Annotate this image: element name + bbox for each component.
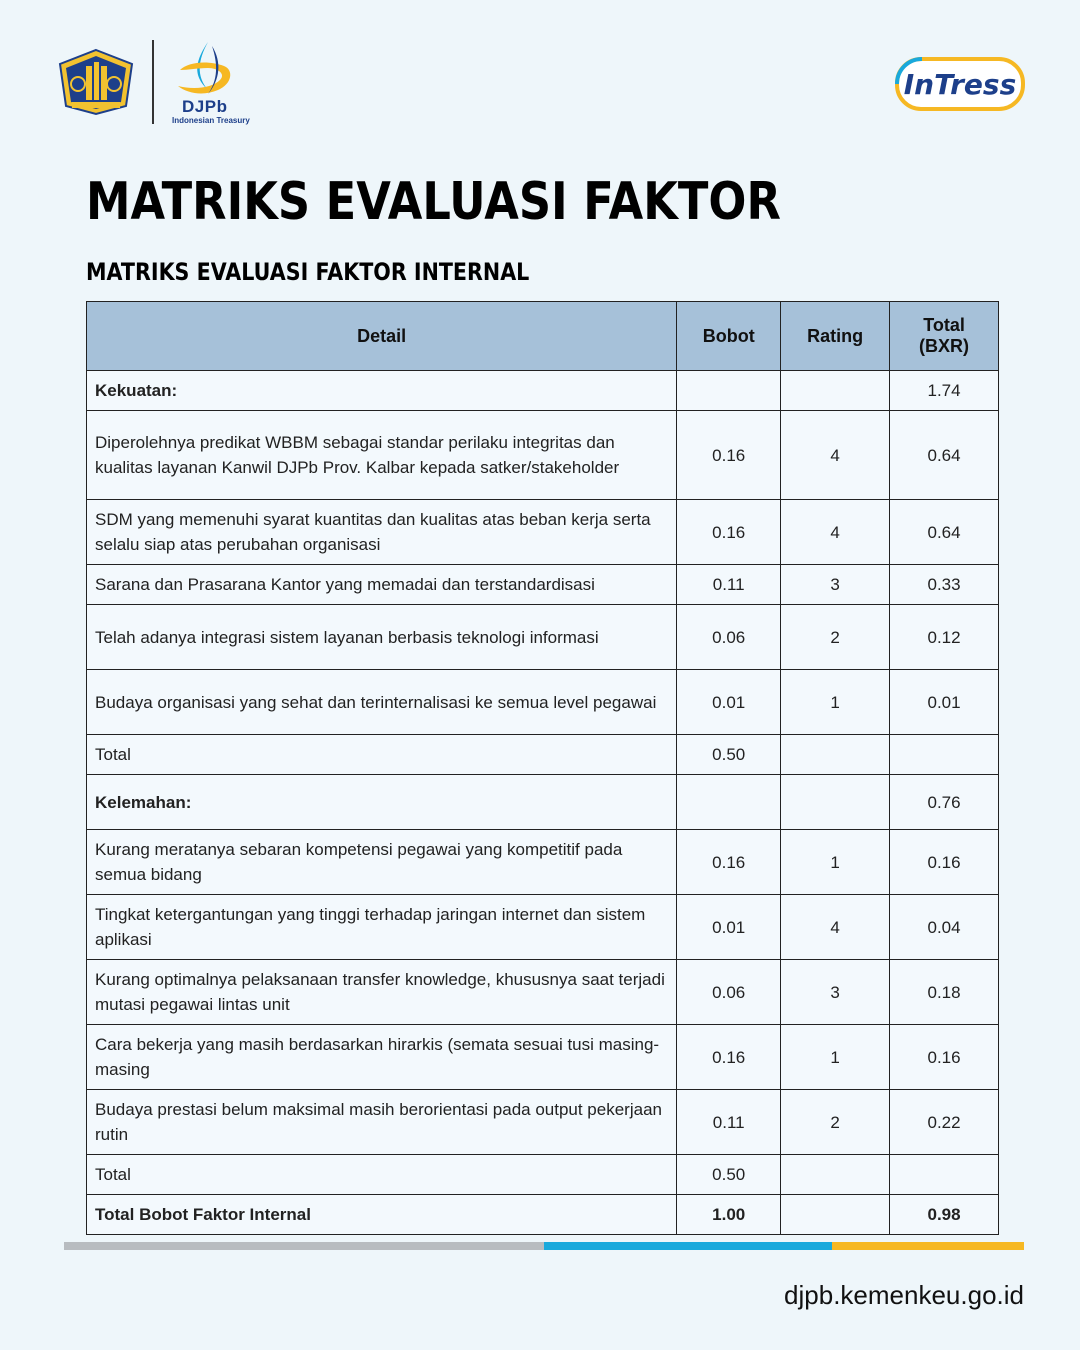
- header-total-line2: (BXR): [919, 336, 970, 356]
- cell-detail: Budaya prestasi belum maksimal masih berorientasi pada output pekerjaan rutin: [87, 1090, 677, 1155]
- cell-detail: SDM yang memenuhi syarat kuantitas dan kualitas atas beban kerja serta selalu siap atas perubahan organisasi: [87, 500, 677, 565]
- cell-total: 0.64: [890, 411, 999, 500]
- cell-detail: Budaya organisasi yang sehat dan terinternalisasi ke semua level pegawai: [87, 670, 677, 735]
- cell-detail: Cara bekerja yang masih berdasarkan hirarkis (semata sesuai tusi masing-masing: [87, 1025, 677, 1090]
- table-row: [87, 830, 999, 895]
- evaluation-matrix-table: [86, 301, 999, 1235]
- cell-total: 0.04: [890, 895, 999, 960]
- table-row: [87, 960, 999, 1025]
- cell-total: 0.01: [890, 670, 999, 735]
- cell-detail: Kekuatan:: [87, 371, 677, 411]
- intress-logo-text: InTress: [903, 68, 1017, 101]
- footer-bar-yellow: [832, 1242, 1024, 1250]
- cell-detail: Total: [87, 1155, 677, 1195]
- table-row-kelemahan: [87, 775, 999, 830]
- cell-detail: Kelemahan:: [87, 775, 677, 830]
- cell-rating: 4: [781, 895, 890, 960]
- table-row: [87, 565, 999, 605]
- cell-rating: 3: [781, 565, 890, 605]
- cell-detail: Kurang optimalnya pelaksanaan transfer knowledge, khususnya saat terjadi mutasi pegawai lintas unit: [87, 960, 677, 1025]
- cell-bobot: 0.16: [677, 500, 781, 565]
- cell-bobot: 0.16: [677, 1025, 781, 1090]
- intress-logo-icon: [894, 56, 1026, 112]
- cell-bobot: 0.11: [677, 1090, 781, 1155]
- cell-detail: Diperolehnya predikat WBBM sebagai standar perilaku integritas dan kualitas layanan Kanwil DJPb Prov. Kalbar kepada satker/stakeholder: [87, 411, 677, 500]
- cell-rating: 4: [781, 411, 890, 500]
- cell-detail: Telah adanya integrasi sistem layanan berbasis teknologi informasi: [87, 605, 677, 670]
- table-header-row: [87, 302, 999, 371]
- header-detail: Detail: [87, 302, 677, 371]
- cell-rating: [781, 371, 890, 411]
- table-row: [87, 500, 999, 565]
- cell-bobot: 0.16: [677, 830, 781, 895]
- cell-bobot: 0.06: [677, 960, 781, 1025]
- cell-detail: Total Bobot Faktor Internal: [87, 1195, 677, 1235]
- cell-bobot: [677, 371, 781, 411]
- table-row: [87, 1090, 999, 1155]
- cell-rating: [781, 1195, 890, 1235]
- cell-bobot: 0.01: [677, 895, 781, 960]
- header-total-line1: Total: [923, 315, 965, 335]
- cell-bobot: [677, 775, 781, 830]
- table-row: [87, 895, 999, 960]
- cell-bobot: 0.11: [677, 565, 781, 605]
- cell-rating: [781, 775, 890, 830]
- table-row-subtotal: [87, 1155, 999, 1195]
- page-title: MATRIKS EVALUASI FAKTOR: [86, 172, 781, 232]
- cell-bobot: 0.06: [677, 605, 781, 670]
- cell-bobot: 0.16: [677, 411, 781, 500]
- cell-total: 0.16: [890, 1025, 999, 1090]
- djpb-logo-subtext: Indonesian Treasury: [172, 116, 250, 125]
- cell-rating: 1: [781, 1025, 890, 1090]
- cell-total: 0.22: [890, 1090, 999, 1155]
- table-row-kekuatan: [87, 371, 999, 411]
- djpb-logo-text: DJPb: [182, 97, 228, 116]
- cell-rating: [781, 1155, 890, 1195]
- cell-rating: 1: [781, 830, 890, 895]
- cell-total: 0.76: [890, 775, 999, 830]
- cell-rating: 3: [781, 960, 890, 1025]
- table-row: [87, 1025, 999, 1090]
- cell-detail: Total: [87, 735, 677, 775]
- kemenkeu-logo-icon: [58, 48, 134, 116]
- cell-detail: Sarana dan Prasarana Kantor yang memadai dan terstandardisasi: [87, 565, 677, 605]
- cell-total: [890, 735, 999, 775]
- cell-rating: 2: [781, 605, 890, 670]
- cell-total: 1.74: [890, 371, 999, 411]
- cell-bobot: 0.01: [677, 670, 781, 735]
- cell-bobot: 0.50: [677, 1155, 781, 1195]
- website-url: djpb.kemenkeu.go.id: [784, 1280, 1024, 1310]
- cell-rating: 4: [781, 500, 890, 565]
- header-divider: [152, 40, 154, 124]
- cell-total: 0.18: [890, 960, 999, 1025]
- header-total: [890, 302, 999, 371]
- cell-total: [890, 1155, 999, 1195]
- table-row: [87, 605, 999, 670]
- header-rating: Rating: [781, 302, 890, 371]
- cell-total: 0.33: [890, 565, 999, 605]
- page-subtitle: MATRIKS EVALUASI FAKTOR INTERNAL: [86, 258, 530, 286]
- cell-total: 0.12: [890, 605, 999, 670]
- cell-detail: Tingkat ketergantungan yang tinggi terhadap jaringan internet dan sistem aplikasi: [87, 895, 677, 960]
- cell-detail: Kurang meratanya sebaran kompetensi pegawai yang kompetitif pada semua bidang: [87, 830, 677, 895]
- cell-bobot: 0.50: [677, 735, 781, 775]
- cell-rating: 2: [781, 1090, 890, 1155]
- cell-rating: [781, 735, 890, 775]
- table-row-grand-total: [87, 1195, 999, 1235]
- footer-bar-blue: [544, 1242, 832, 1250]
- table-row: [87, 670, 999, 735]
- cell-total: 0.98: [890, 1195, 999, 1235]
- table-row-subtotal: [87, 735, 999, 775]
- table-row: [87, 411, 999, 500]
- header-bobot: Bobot: [677, 302, 781, 371]
- cell-rating: 1: [781, 670, 890, 735]
- cell-total: 0.16: [890, 830, 999, 895]
- cell-total: 0.64: [890, 500, 999, 565]
- cell-bobot: 1.00: [677, 1195, 781, 1235]
- footer-bar-gray: [64, 1242, 544, 1250]
